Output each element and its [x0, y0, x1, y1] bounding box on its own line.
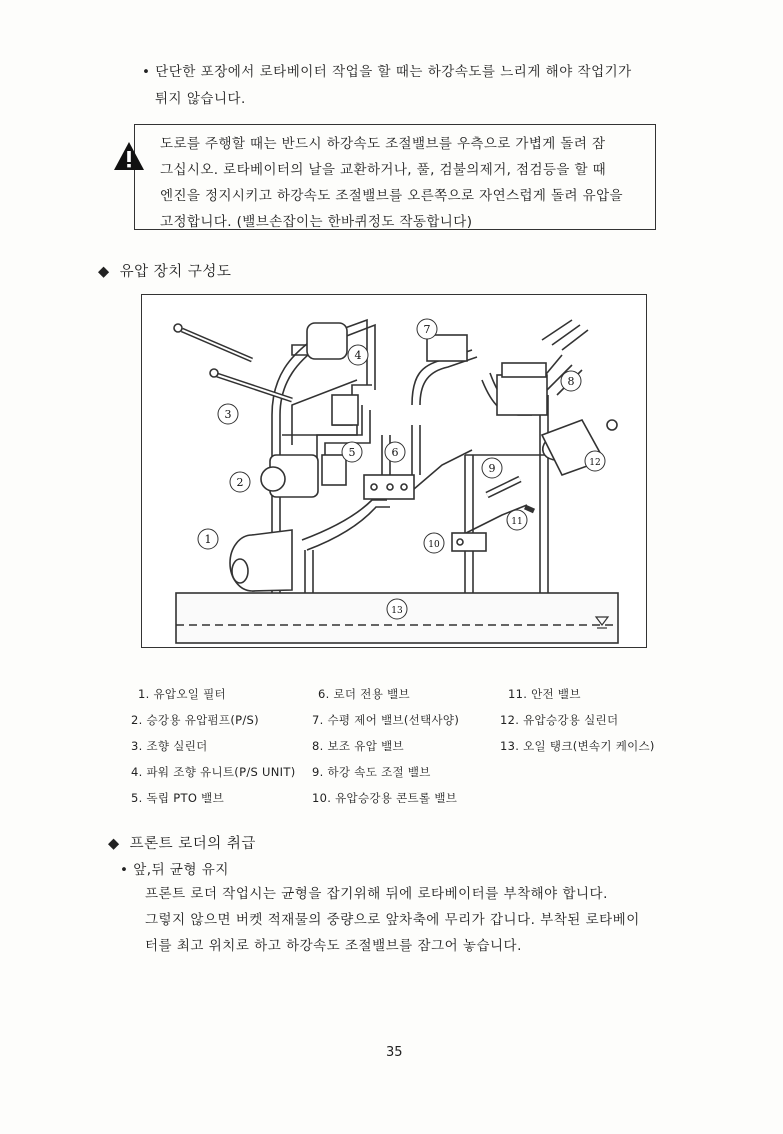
- top-bullet-line1: [142, 60, 632, 80]
- callout-4-label: 4: [354, 349, 362, 362]
- callout-7: [417, 319, 437, 339]
- body-line: 터를 최고 위치로 하고 하강속도 조절밸브를 잠그어 놓습니다.: [145, 938, 522, 954]
- legend-item: 11. 안전 밸브: [508, 687, 581, 701]
- hydraulic-diagram-drawing: [142, 295, 646, 647]
- callout-7-label: 7: [423, 323, 431, 336]
- callout-9-label: 9: [488, 462, 496, 475]
- callout-4: [348, 345, 368, 365]
- top-bullet-text: 단단한 포장에서 로타베이터 작업을 할 때는 하강속도를 느리게 해야 작업기가: [155, 64, 632, 80]
- callout-11-label: 11: [511, 517, 523, 527]
- balance-bullet: [120, 858, 229, 878]
- callout-12: [585, 451, 605, 471]
- callout-11: [507, 510, 527, 530]
- callout-5-label: 5: [348, 446, 356, 459]
- legend-item: 3. 조향 실린더: [131, 739, 208, 753]
- section-title-text: 유압 장치 구성도: [119, 264, 232, 280]
- legend-item: 10. 유압승강용 콘트롤 밸브: [312, 791, 458, 805]
- section-title-front-loader: [108, 832, 256, 853]
- callout-2-label: 2: [236, 476, 244, 489]
- warning-line: 도로를 주행할 때는 반드시 하강속도 조절밸브를 우측으로 가볍게 돌려 잠: [160, 136, 606, 152]
- legend-item: 4. 파워 조향 유니트(P/S UNIT): [131, 765, 296, 779]
- legend-item: 6. 로더 전용 밸브: [318, 687, 410, 701]
- callout-8-label: 8: [567, 375, 575, 388]
- callout-9: [482, 458, 502, 478]
- callout-10-label: 10: [428, 540, 440, 550]
- callout-6-label: 6: [391, 446, 399, 459]
- legend-item: 1. 유압오일 필터: [138, 687, 226, 701]
- body-line: 그렇지 않으면 버켓 적재물의 중량으로 앞차축에 무리가 갑니다. 부착된 로타베이: [145, 912, 640, 928]
- callout-6: [385, 442, 405, 462]
- callout-1-label: 1: [204, 533, 212, 546]
- legend-item: 12. 유압승강용 실린더: [500, 713, 619, 727]
- warning-line: 엔진을 정지시키고 하강속도 조절밸브를 오른쪽으로 자연스럽게 돌려 유압을: [160, 188, 623, 204]
- callout-5: [342, 442, 362, 462]
- section-title-hydraulic: [98, 260, 231, 281]
- callout-8: [561, 371, 581, 391]
- page-number: 35: [386, 1045, 403, 1060]
- callout-3-label: 3: [224, 408, 232, 421]
- callout-3: [218, 404, 238, 424]
- diamond-bullet-icon: ◆: [108, 836, 120, 852]
- balance-bullet-text: 앞,뒤 균형 유지: [133, 862, 229, 878]
- legend-item: 5. 독립 PTO 밸브: [131, 791, 224, 805]
- diamond-bullet-icon: ◆: [98, 264, 110, 280]
- legend-item: 9. 하강 속도 조절 밸브: [312, 765, 431, 779]
- legend-item: 13. 오일 탱크(변속기 케이스): [500, 739, 655, 753]
- callout-13-label: 13: [391, 606, 403, 616]
- bullet-dot-icon: •: [120, 862, 134, 878]
- bullet-dot-icon: •: [142, 64, 156, 80]
- legend-item: 7. 수평 제어 밸브(선택사양): [312, 713, 460, 727]
- legend-item: 8. 보조 유압 밸브: [312, 739, 404, 753]
- section-title-text: 프론트 로더의 취급: [129, 836, 256, 852]
- callout-1: [198, 529, 218, 549]
- callout-2: [230, 472, 250, 492]
- callout-10: [424, 533, 444, 553]
- warning-line: 고정합니다. (밸브손잡이는 한바퀴정도 작동합니다): [160, 214, 473, 230]
- hydraulic-diagram: [141, 294, 647, 648]
- warning-triangle-icon: [112, 140, 146, 172]
- top-bullet-line2: 튀지 않습니다.: [155, 91, 246, 107]
- body-line: 프론트 로더 작업시는 균형을 잡기위해 뒤에 로타베이터를 부착해야 합니다.: [145, 886, 608, 902]
- legend-item: 2. 승강용 유압펌프(P/S): [131, 713, 259, 727]
- warning-line: 그십시오. 로타베이터의 날을 교환하거나, 풀, 검불의제거, 점검등을 할 때: [160, 162, 607, 178]
- warning-text: [160, 131, 650, 235]
- callout-12-label: 12: [589, 458, 601, 468]
- callout-13: [387, 599, 407, 619]
